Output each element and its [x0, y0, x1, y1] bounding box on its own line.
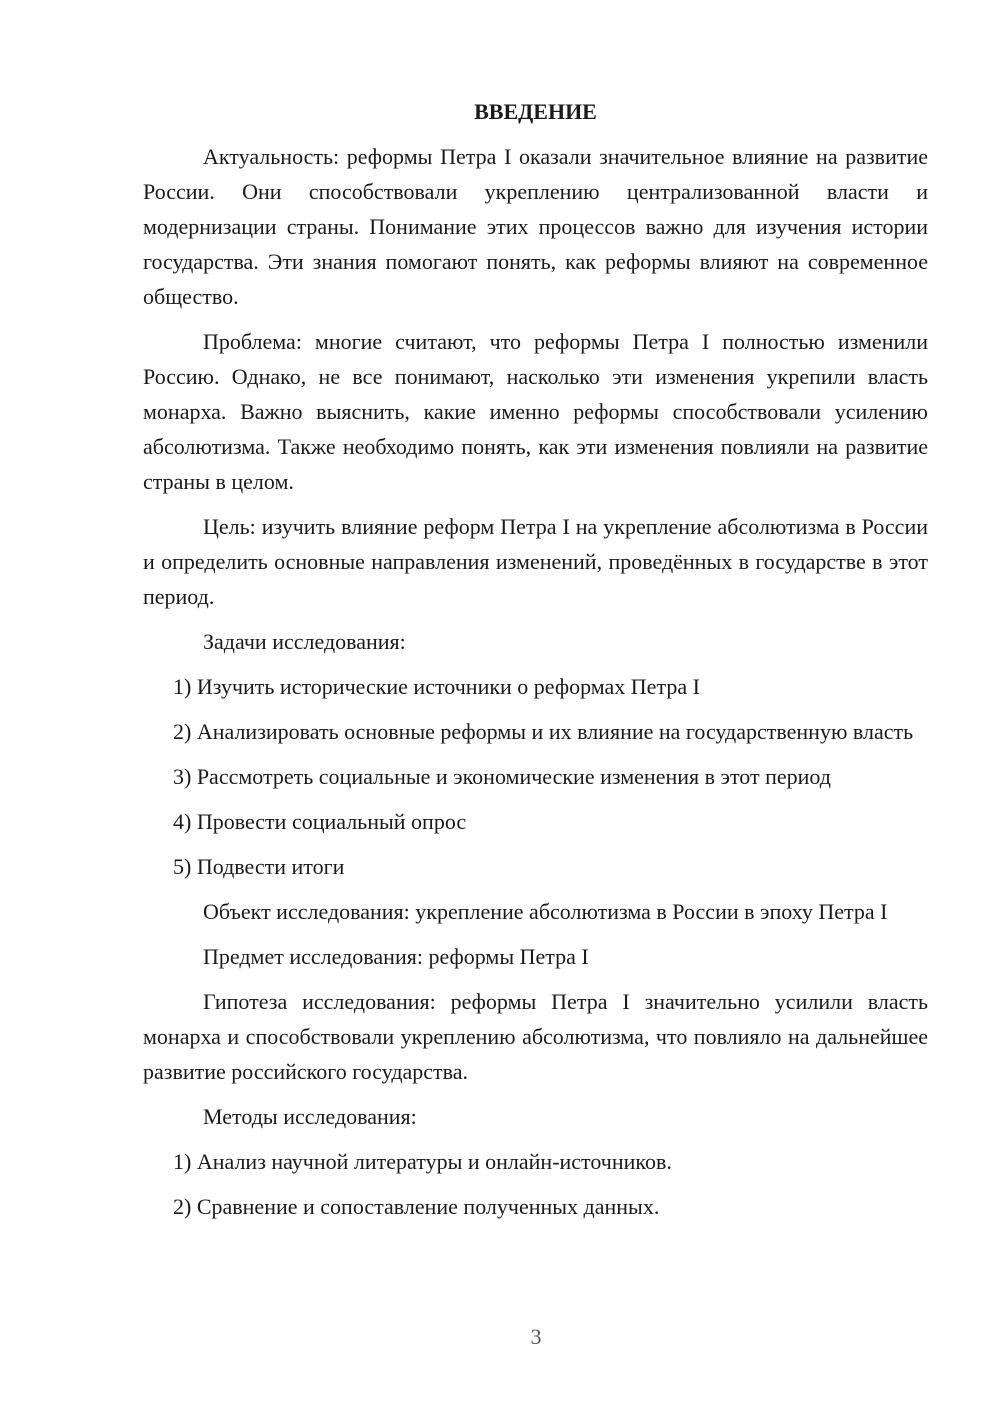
task-item: 5) Подвести итоги — [173, 854, 345, 879]
method-item: 2) Сравнение и сопоставление полученных данных. — [173, 1194, 660, 1219]
subject-paragraph: Предмет исследования: реформы Петра I — [203, 944, 589, 969]
relevance-paragraph: Актуальность: реформы Петра I оказали значительное влияние на развитие России. Они способствовали укреплению централизованной власти и модернизации страны. Понимание этих процессов важно для изучения истории государства. Эти знания помогают понять, как реформы влияют на современное общество. — [143, 144, 928, 309]
methods-heading: Методы исследования: — [203, 1104, 417, 1129]
task-item: 1) Изучить исторические источники о реформах Петра I — [173, 674, 700, 699]
task-item: 3) Рассмотреть социальные и экономические изменения в этот период — [173, 764, 831, 789]
tasks-heading: Задачи исследования: — [203, 629, 406, 654]
hypothesis-paragraph: Гипотеза исследования: реформы Петра I значительно усилили власть монарха и способствовали укреплению абсолютизма, что повлияло на дальнейшее развитие российского государства. — [143, 989, 928, 1084]
page-number: 3 — [530, 1324, 542, 1349]
object-paragraph: Объект исследования: укрепление абсолютизма в России в эпоху Петра I — [203, 899, 888, 924]
goal-paragraph: Цель: изучить влияние реформ Петра I на укрепление абсолютизма в России и определить основные направления изменений, проведённых в государстве в этот период. — [143, 514, 928, 609]
page-content — [143, 94, 928, 1234]
problem-paragraph: Проблема: многие считают, что реформы Петра I полностью изменили Россию. Однако, не все понимают, насколько эти изменения укрепили власть монарха. Важно выяснить, какие именно реформы способствовали усилению абсолютизма. Также необходимо понять, как эти изменения повлияли на развитие страны в целом. — [143, 329, 928, 494]
task-item: 2) Анализировать основные реформы и их влияние на государственную власть — [173, 719, 914, 744]
page-title: ВВЕДЕНИЕ — [474, 99, 597, 124]
task-item: 4) Провести социальный опрос — [173, 809, 467, 834]
method-item: 1) Анализ научной литературы и онлайн-источников. — [173, 1149, 672, 1174]
